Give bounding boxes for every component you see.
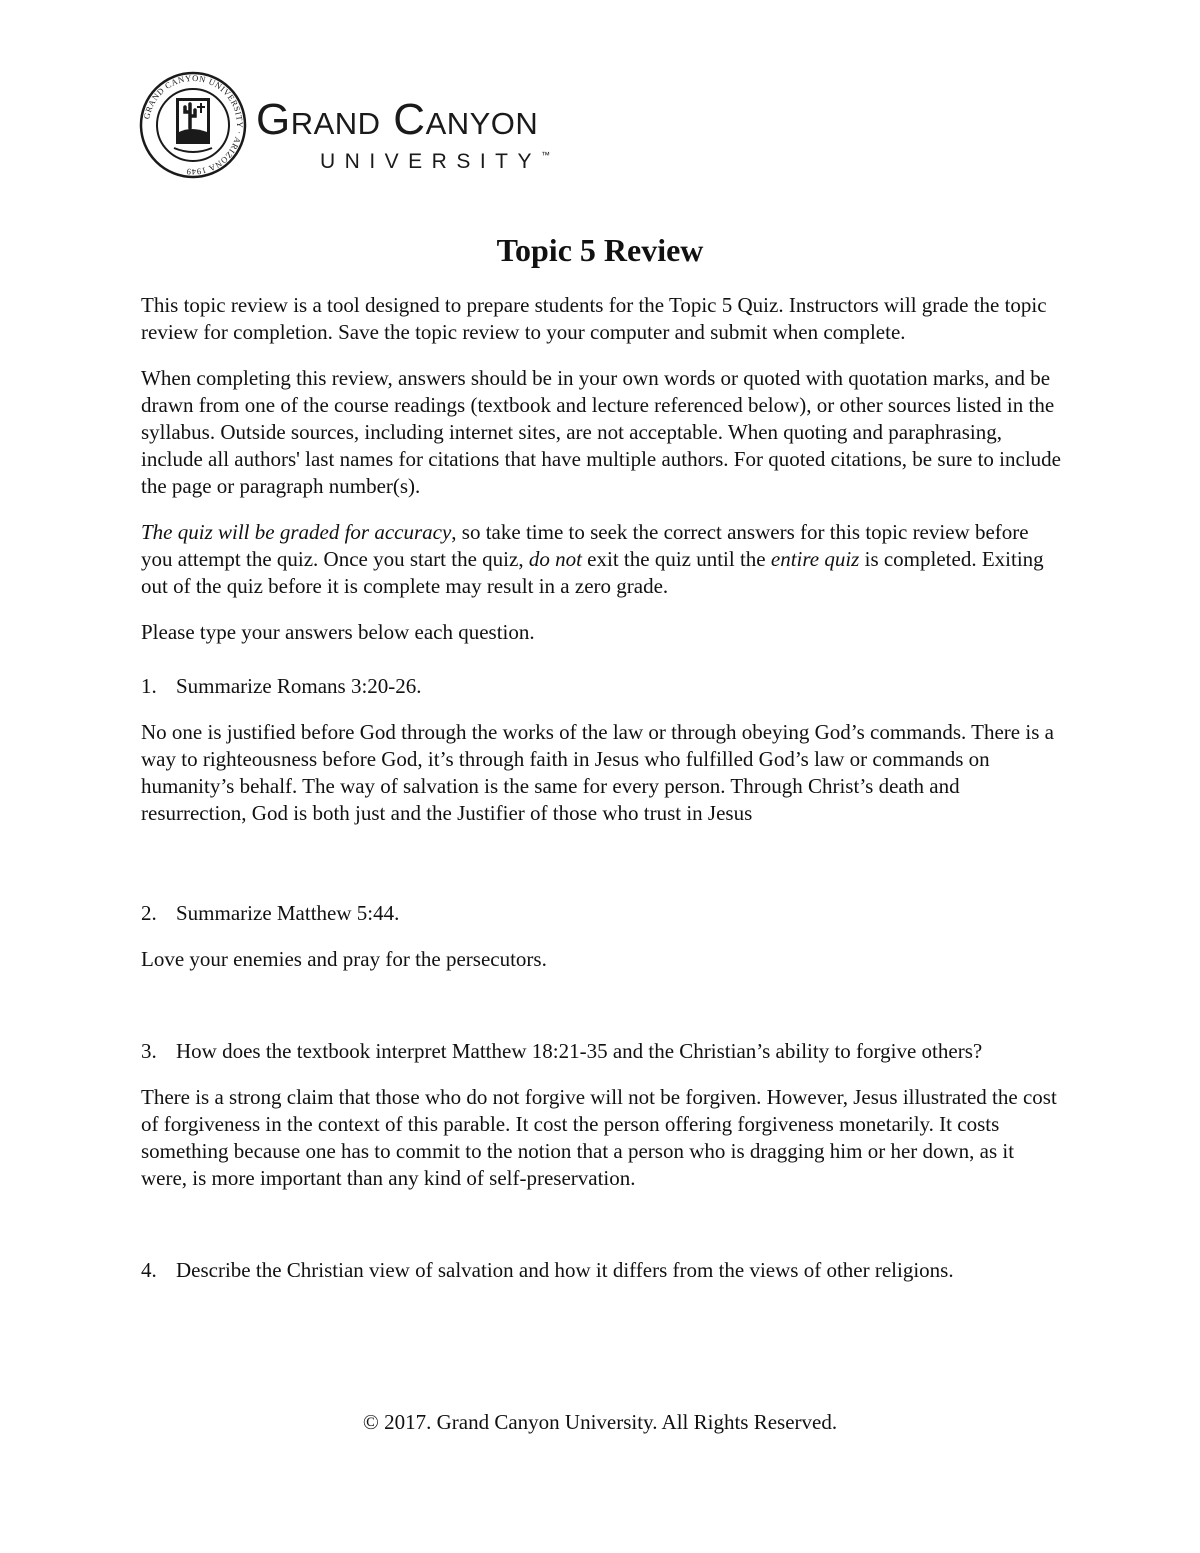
emphasis-do-not: do not <box>528 547 582 571</box>
intro-paragraph-4: Please type your answers below each question. <box>141 620 535 644</box>
question-text: Describe the Christian view of salvation and how it differs from the views of other religions. <box>176 1258 954 1282</box>
intro-paragraph-3 <box>141 519 1065 600</box>
intro-p3-text-2: exit the quiz until the <box>581 547 771 571</box>
emphasis-graded: The quiz will be graded for accuracy <box>141 520 452 544</box>
question-3 <box>141 1038 1065 1065</box>
wordmark <box>256 95 551 174</box>
document-body <box>141 292 1065 1303</box>
question-number: 2. <box>141 901 157 925</box>
wordmark-main: Grand Canyon <box>256 95 539 144</box>
question-number: 1. <box>141 674 157 698</box>
copyright-footer: © 2017. Grand Canyon University. All Rights Reserved. <box>362 1410 838 1434</box>
question-number: 4. <box>141 1258 157 1282</box>
seal-text: GRAND CANYON UNIVERSITY · ARIZONA 1949 <box>141 72 246 178</box>
question-text: Summarize Romans 3:20-26. <box>176 674 422 698</box>
question-1 <box>141 673 1065 700</box>
university-logo <box>138 70 618 182</box>
intro-paragraph-2: When completing this review, answers should be in your own words or quoted with quotation marks, and be drawn from one of the course readings (textbook and lecture referenced below), or other sources listed in the syllabus. Outside sources, including internet sites, are not acceptable. When quoting and paraphrasing, include all authors' last names for citations that have multiple authors. For quoted citations, be sure to include the page or paragraph number(s). <box>141 366 1061 498</box>
trademark-symbol: ™ <box>541 150 551 160</box>
page-title: Topic 5 Review <box>496 232 704 268</box>
wordmark-sub-text: UNIVERSITY <box>320 150 542 173</box>
wordmark-sub <box>256 150 550 174</box>
intro-p3-text-3: is completed. Exiting out of the quiz before it is complete may result in a zero grade. <box>141 547 1044 598</box>
intro-p3-text-1: , so take time to seek the correct answers for this topic review before you attempt the quiz. Once you start the quiz, <box>141 520 1029 571</box>
answer-1[interactable]: No one is justified before God through the works of the law or through obeying God’s commands. There is a way to righteousness before God, it’s through faith in Jesus who fulfilled God’s law or commands on humanity’s behalf. The way of salvation is the same for every person. Through Christ’s death and resurrection, God is both just and the Justifier of those who trust in Jesus <box>141 720 1054 825</box>
emphasis-entire-quiz: entire quiz <box>770 547 860 571</box>
university-seal-icon <box>138 70 248 180</box>
question-text: How does the textbook interpret Matthew 18:21-35 and the Christian’s ability to forgive others? <box>176 1039 983 1063</box>
answer-3[interactable]: There is a strong claim that those who do not forgive will not be forgiven. However, Jesus illustrated the cost of forgiveness in the context of this parable. It cost the person offering forgiveness monetarily. It costs something because one has to commit to the notion that a person who is dragging him or her down, as it were, is more important than any kind of self-preservation. <box>141 1085 1057 1190</box>
question-text: Summarize Matthew 5:44. <box>176 901 400 925</box>
question-2 <box>141 900 1065 927</box>
answer-2[interactable]: Love your enemies and pray for the persecutors. <box>141 947 547 971</box>
question-number: 3. <box>141 1039 157 1063</box>
question-4 <box>141 1257 1065 1284</box>
intro-paragraph-1: This topic review is a tool designed to prepare students for the Topic 5 Quiz. Instructors will grade the topic review for completion. Save the topic review to your computer and submit when complete. <box>141 293 1047 344</box>
